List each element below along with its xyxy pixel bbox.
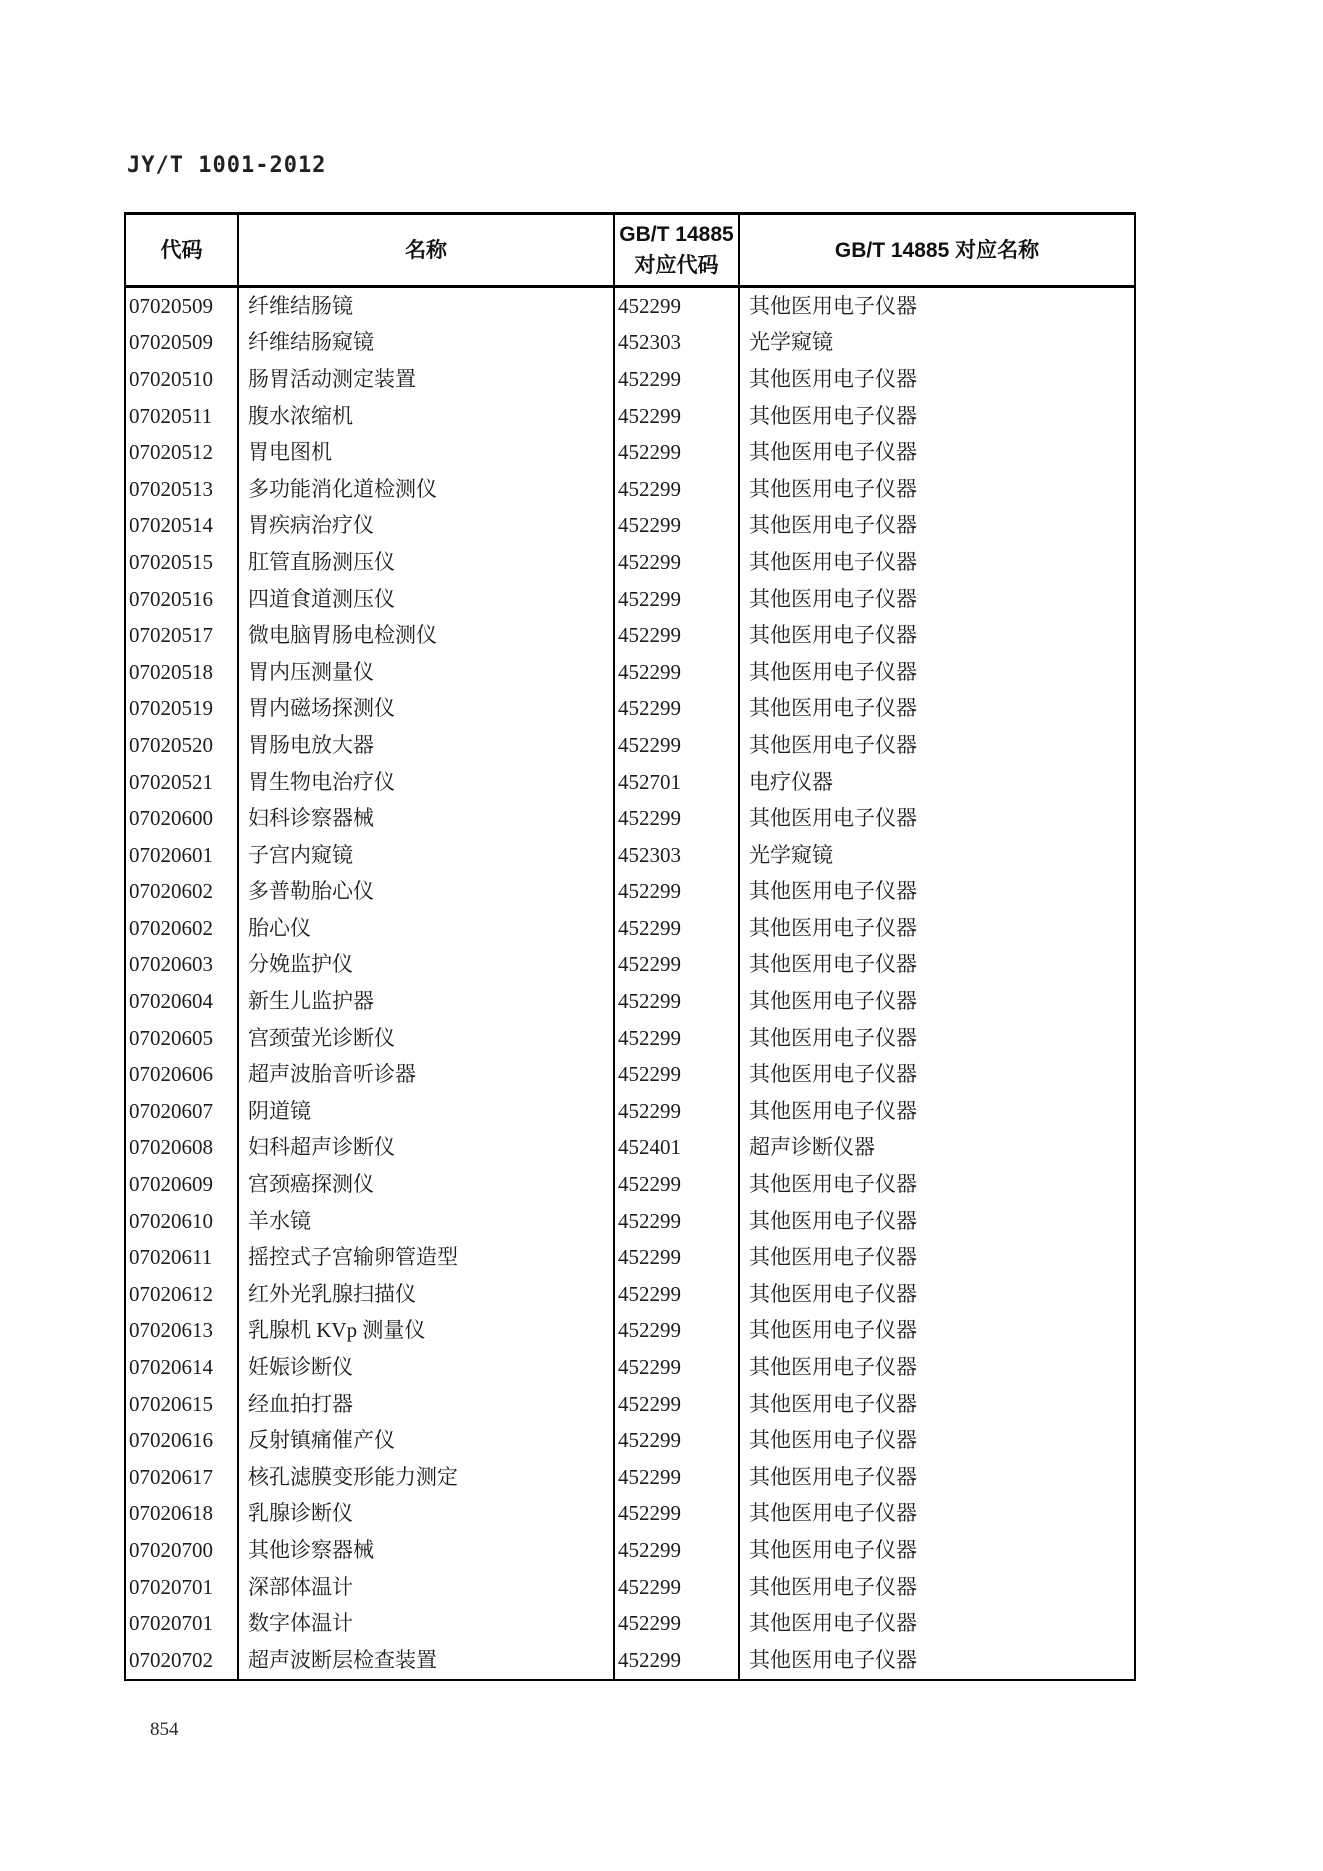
table-row [126,1459,1134,1496]
column-header-gbt-code-line2: 对应代码 [634,254,719,277]
table-row [126,471,1134,508]
cell-gbt-code: 452299 [615,1239,740,1276]
cell-code: 07020608 [126,1130,239,1167]
cell-gbt-code: 452299 [615,1605,740,1642]
cell-code: 07020616 [126,1422,239,1459]
cell-name: 胃内磁场探测仪 [239,691,615,728]
cell-gbt-name: 其他医用电子仪器 [749,879,917,904]
cell-gbt-code: 452299 [615,1422,740,1459]
cell-gbt-code: 452303 [615,837,740,874]
cell-gbt-name: 其他医用电子仪器 [749,1245,917,1270]
cell-code: 07020520 [126,727,239,764]
cell-gbt-name: 其他医用电子仪器 [749,1062,917,1087]
cell-name: 乳腺诊断仪 [239,1496,615,1533]
column-header-code: 代码 [126,215,239,285]
cell-code: 07020521 [126,764,239,801]
cell-name: 其他诊察器械 [239,1532,615,1569]
table-row [126,544,1134,581]
cell-gbt-name: 其他医用电子仪器 [749,1647,917,1672]
cell-gbt-name: 其他医用电子仪器 [749,1464,917,1489]
cell-code: 07020617 [126,1459,239,1496]
cell-gbt-name: 其他医用电子仪器 [749,1208,917,1233]
table-row [126,654,1134,691]
cell-code: 07020515 [126,544,239,581]
cell-gbt-code: 452299 [615,654,740,691]
cell-name: 核孔滤膜变形能力测定 [239,1459,615,1496]
cell-gbt-name: 其他医用电子仪器 [749,1098,917,1123]
cell-code: 07020516 [126,581,239,618]
cell-gbt-code: 452303 [615,325,740,362]
cell-gbt-code: 452299 [615,1056,740,1093]
cell-code: 07020514 [126,508,239,545]
table-row [126,874,1134,911]
column-header-gbt-code [615,215,740,285]
cell-gbt-name: 其他医用电子仪器 [749,1172,917,1197]
cell-name: 胃生物电治疗仪 [239,764,615,801]
cell-code: 07020615 [126,1386,239,1423]
cell-code: 07020702 [126,1642,239,1679]
cell-code: 07020509 [126,325,239,362]
cell-name: 乳腺机 KVp 测量仪 [239,1313,615,1350]
cell-gbt-name: 其他医用电子仪器 [749,623,917,648]
cell-gbt-name: 其他医用电子仪器 [749,806,917,831]
cell-gbt-name: 其他医用电子仪器 [749,1574,917,1599]
cell-name: 子宫内窥镜 [239,837,615,874]
column-header-gbt-name: GB/T 14885 对应名称 [834,238,1040,262]
cell-gbt-name: 其他医用电子仪器 [749,513,917,538]
cell-gbt-name: 其他医用电子仪器 [749,366,917,391]
cell-name: 纤维结肠窥镜 [239,325,615,362]
cell-gbt-name: 其他医用电子仪器 [749,1501,917,1526]
cell-code: 07020517 [126,617,239,654]
cell-name: 超声波断层检查装置 [239,1642,615,1679]
cell-gbt-code: 452299 [615,800,740,837]
cell-code: 07020700 [126,1532,239,1569]
table-row [126,1313,1134,1350]
cell-name: 微电脑胃肠电检测仪 [239,617,615,654]
cell-code: 07020606 [126,1056,239,1093]
cell-gbt-code: 452299 [615,1166,740,1203]
cell-name: 经血拍打器 [239,1386,615,1423]
cell-name: 数字体温计 [239,1605,615,1642]
table-row [126,1642,1134,1679]
cell-code: 07020701 [126,1605,239,1642]
cell-name: 妇科超声诊断仪 [239,1130,615,1167]
cell-name: 多功能消化道检测仪 [239,471,615,508]
cell-gbt-code: 452299 [615,1020,740,1057]
cell-name: 多普勒胎心仪 [239,874,615,911]
table-row [126,1020,1134,1057]
table-row [126,764,1134,801]
cell-name: 肠胃活动测定装置 [239,361,615,398]
cell-gbt-code: 452299 [615,1349,740,1386]
table-row [126,1166,1134,1203]
cell-gbt-code: 452299 [615,1532,740,1569]
cell-name: 胎心仪 [239,910,615,947]
cell-gbt-code: 452299 [615,1313,740,1350]
cell-gbt-code: 452299 [615,1569,740,1606]
table-row [126,1203,1134,1240]
cell-name: 胃电图机 [239,434,615,471]
cell-code: 07020613 [126,1313,239,1350]
cell-code: 07020602 [126,874,239,911]
table-row [126,1056,1134,1093]
table-row [126,288,1134,325]
cell-gbt-code: 452299 [615,434,740,471]
cell-gbt-name: 其他医用电子仪器 [749,732,917,757]
cell-name: 四道食道测压仪 [239,581,615,618]
cell-gbt-name: 其他医用电子仪器 [749,659,917,684]
cell-name: 摇控式子宫输卵管造型 [239,1239,615,1276]
cell-name: 胃肠电放大器 [239,727,615,764]
table-row [126,1422,1134,1459]
cell-name: 胃疾病治疗仪 [239,508,615,545]
cell-name: 纤维结肠镜 [239,288,615,325]
cell-code: 07020607 [126,1093,239,1130]
column-header-gbt-code-line1: GB/T 14885 [619,223,734,246]
cell-code: 07020519 [126,691,239,728]
table-row [126,1386,1134,1423]
cell-gbt-name: 其他医用电子仪器 [749,989,917,1014]
table-body [126,288,1134,1679]
table-row [126,1569,1134,1606]
cell-gbt-name: 其他医用电子仪器 [749,1611,917,1636]
table-row [126,691,1134,728]
cell-code: 07020601 [126,837,239,874]
column-header-name: 名称 [239,215,615,285]
cell-gbt-code: 452299 [615,691,740,728]
cell-code: 07020618 [126,1496,239,1533]
cell-name: 腹水浓缩机 [239,398,615,435]
cell-gbt-code: 452401 [615,1130,740,1167]
cell-gbt-code: 452299 [615,727,740,764]
cell-code: 07020609 [126,1166,239,1203]
cell-gbt-name: 光学窥镜 [749,842,833,867]
table-row [126,508,1134,545]
table-row [126,910,1134,947]
cell-code: 07020602 [126,910,239,947]
cell-name: 妊娠诊断仪 [239,1349,615,1386]
cell-gbt-code: 452299 [615,471,740,508]
cell-gbt-code: 452299 [615,1276,740,1313]
table-row [126,800,1134,837]
table-row [126,581,1134,618]
table-row [126,325,1134,362]
cell-gbt-code: 452701 [615,764,740,801]
cell-code: 07020510 [126,361,239,398]
table-row [126,1130,1134,1167]
cell-gbt-code: 452299 [615,1459,740,1496]
cell-name: 肛管直肠测压仪 [239,544,615,581]
cell-name: 胃内压测量仪 [239,654,615,691]
table-row [126,1093,1134,1130]
table-row [126,727,1134,764]
table-row [126,361,1134,398]
table-row [126,1349,1134,1386]
table-row [126,1496,1134,1533]
cell-gbt-code: 452299 [615,1093,740,1130]
cell-code: 07020511 [126,398,239,435]
cell-gbt-name: 其他医用电子仪器 [749,549,917,574]
cell-name: 分娩监护仪 [239,947,615,984]
cell-gbt-name: 光学窥镜 [749,330,833,355]
cell-gbt-name: 其他医用电子仪器 [749,1391,917,1416]
cell-code: 07020509 [126,288,239,325]
cell-name: 羊水镜 [239,1203,615,1240]
cell-name: 超声波胎音听诊器 [239,1056,615,1093]
cell-gbt-code: 452299 [615,508,740,545]
cell-gbt-code: 452299 [615,983,740,1020]
cell-code: 07020518 [126,654,239,691]
cell-gbt-code: 452299 [615,581,740,618]
table-row [126,1532,1134,1569]
cell-code: 07020512 [126,434,239,471]
table-row [126,1239,1134,1276]
cell-code: 07020611 [126,1239,239,1276]
cell-code: 07020513 [126,471,239,508]
cell-gbt-name: 其他医用电子仪器 [749,1355,917,1380]
table-row [126,983,1134,1020]
cell-gbt-name: 其他医用电子仪器 [749,915,917,940]
table-header-row [126,215,1134,288]
cell-gbt-name: 其他医用电子仪器 [749,1428,917,1453]
cell-gbt-name: 其他医用电子仪器 [749,1281,917,1306]
cell-gbt-name: 其他医用电子仪器 [749,1025,917,1050]
cell-gbt-name: 其他医用电子仪器 [749,952,917,977]
cell-code: 07020604 [126,983,239,1020]
table-row [126,1276,1134,1313]
cell-gbt-code: 452299 [615,1496,740,1533]
cell-gbt-code: 452299 [615,1203,740,1240]
cell-name: 新生儿监护器 [239,983,615,1020]
table-row [126,1605,1134,1642]
page-number: 854 [150,1719,179,1740]
cell-gbt-name: 其他医用电子仪器 [749,586,917,611]
cell-name: 宫颈萤光诊断仪 [239,1020,615,1057]
cell-code: 07020701 [126,1569,239,1606]
cell-gbt-code: 452299 [615,288,740,325]
cell-gbt-name: 其他医用电子仪器 [749,696,917,721]
cell-code: 07020612 [126,1276,239,1313]
cell-name: 反射镇痛催产仪 [239,1422,615,1459]
cell-gbt-name: 其他医用电子仪器 [749,440,917,465]
cell-code: 07020610 [126,1203,239,1240]
cell-gbt-name: 其他医用电子仪器 [749,403,917,428]
cell-gbt-code: 452299 [615,398,740,435]
cell-name: 妇科诊察器械 [239,800,615,837]
cell-gbt-code: 452299 [615,361,740,398]
cell-gbt-code: 452299 [615,1386,740,1423]
cell-gbt-code: 452299 [615,544,740,581]
cell-gbt-name: 其他医用电子仪器 [749,476,917,501]
table-row [126,617,1134,654]
table-row [126,947,1134,984]
table-row [126,398,1134,435]
cell-name: 深部体温计 [239,1569,615,1606]
cell-gbt-code: 452299 [615,910,740,947]
cell-name: 阴道镜 [239,1093,615,1130]
cell-gbt-name: 超声诊断仪器 [749,1135,875,1160]
table-row [126,837,1134,874]
cell-name: 宫颈癌探测仪 [239,1166,615,1203]
standard-number: JY/T 1001-2012 [127,153,327,178]
cell-gbt-code: 452299 [615,874,740,911]
table-row [126,434,1134,471]
code-mapping-table [124,212,1136,1681]
cell-gbt-name: 其他医用电子仪器 [749,1318,917,1343]
cell-gbt-name: 电疗仪器 [749,769,833,794]
cell-gbt-code: 452299 [615,617,740,654]
cell-code: 07020600 [126,800,239,837]
cell-gbt-code: 452299 [615,947,740,984]
cell-code: 07020605 [126,1020,239,1057]
cell-gbt-name: 其他医用电子仪器 [749,293,917,318]
cell-code: 07020603 [126,947,239,984]
cell-gbt-code: 452299 [615,1642,740,1679]
cell-code: 07020614 [126,1349,239,1386]
cell-name: 红外光乳腺扫描仪 [239,1276,615,1313]
cell-gbt-name: 其他医用电子仪器 [749,1537,917,1562]
